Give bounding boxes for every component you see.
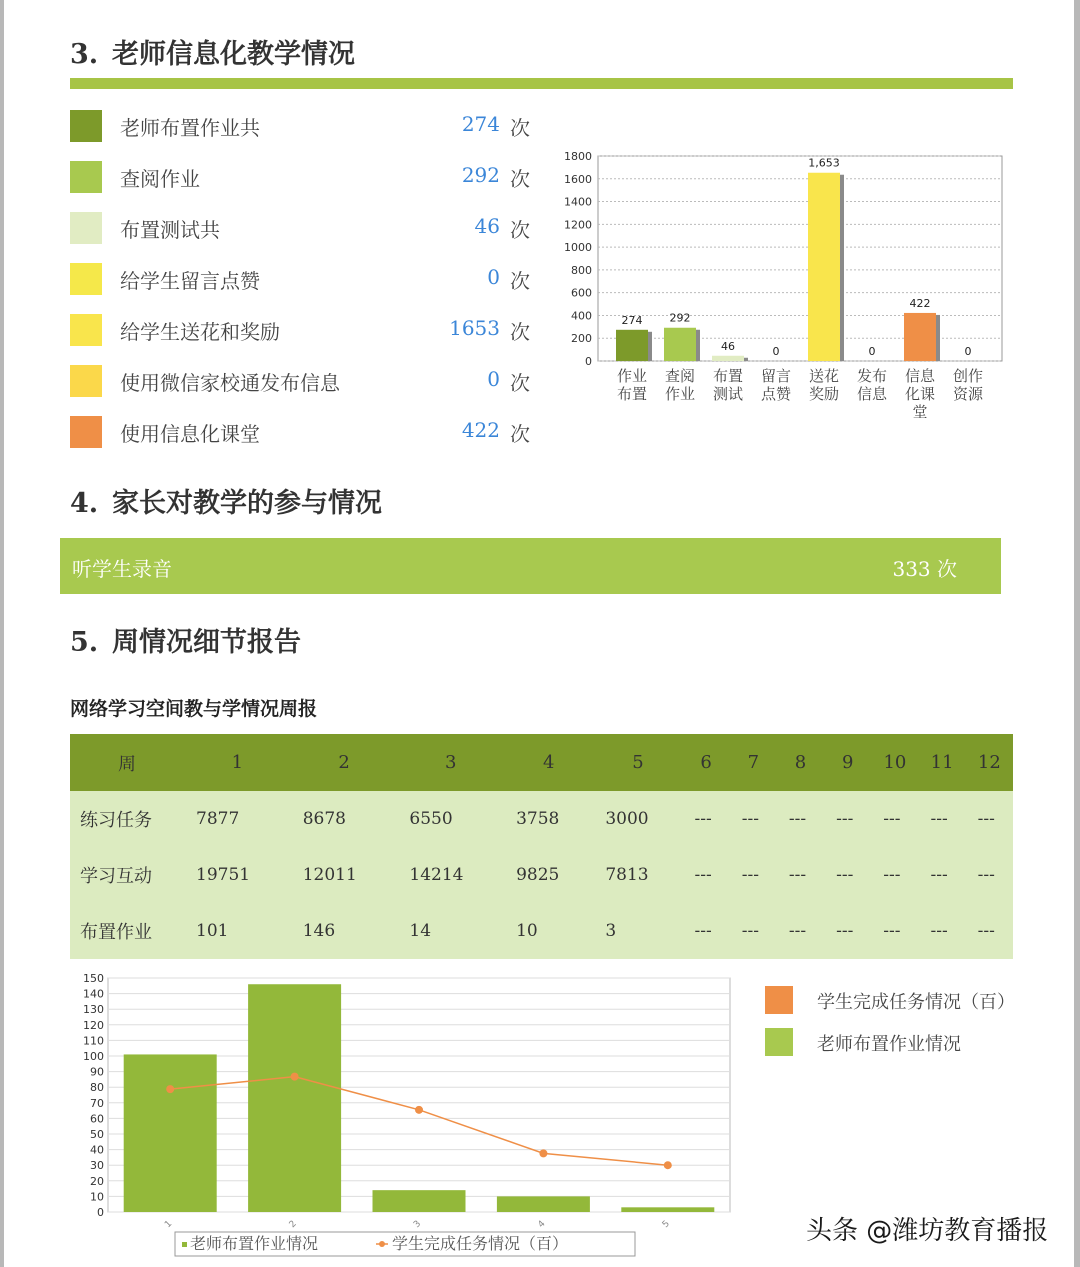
stat-unit: 次: [510, 422, 530, 446]
table-cell: 101: [184, 903, 291, 959]
stat-value: 422: [461, 418, 500, 442]
table-cell: 12011: [291, 847, 398, 903]
chart2-y-tick-label: 0: [97, 1206, 104, 1219]
table-cell: 3758: [504, 791, 593, 847]
chart2-y-tick-label: 80: [90, 1081, 104, 1095]
chart1-y-tick-label: 1600: [564, 172, 592, 186]
weekly-report-table: [70, 734, 1013, 959]
chart2-legend-label-bar: 老师布置作业情况: [190, 1234, 319, 1253]
parent-listen-bar: [60, 538, 1001, 594]
table-row-label: 练习任务: [70, 791, 184, 847]
chart1-data-label: 274: [621, 313, 643, 327]
section5-number: 5.: [70, 627, 99, 658]
chart1-data-label: 46: [721, 339, 735, 353]
stat-value: 274: [461, 112, 500, 136]
table-cell: ---: [777, 847, 824, 903]
table-cell: ---: [824, 791, 871, 847]
table-header-cell: 9: [824, 734, 871, 791]
chart2-bar: [373, 1190, 466, 1212]
stat-label: 使用信息化课堂: [120, 422, 260, 446]
stat-row: [70, 416, 540, 450]
table-cell: ---: [730, 791, 777, 847]
stat-swatch: [70, 110, 102, 142]
stat-unit: 次: [510, 269, 530, 293]
chart1-y-tick-label: 1200: [564, 218, 592, 232]
stat-label: 使用微信家校通发布信息: [120, 371, 340, 395]
table-cell: 9825: [504, 847, 593, 903]
chart2-x-tick-label: 3: [412, 1219, 424, 1231]
stat-row: [70, 263, 540, 297]
chart1-y-tick-label: 800: [571, 263, 592, 277]
chart2-y-tick-label: 150: [83, 972, 104, 985]
table-header-week: 周: [70, 734, 184, 791]
stat-label: 查阅作业: [120, 167, 200, 191]
stat-unit: 次: [510, 116, 530, 140]
table-row-label: 学习互动: [70, 847, 184, 903]
chart2-y-tick-label: 110: [83, 1034, 104, 1048]
stat-label: 老师布置作业共: [120, 116, 260, 140]
table-row: [70, 903, 1013, 959]
chart2-line-point: [166, 1085, 174, 1093]
table-header-cell: 11: [918, 734, 965, 791]
table-header-cell: 8: [777, 734, 824, 791]
table-row: [70, 847, 1013, 903]
table-cell: ---: [683, 903, 730, 959]
chart1-y-tick-label: 200: [571, 332, 592, 346]
chart2-y-tick-label: 70: [90, 1096, 104, 1110]
page-edge-left: [0, 0, 4, 1267]
table-cell: 19751: [184, 847, 291, 903]
chart1-category-label: 信息化课堂: [904, 367, 936, 421]
chart1-category-label: 留言点赞: [760, 367, 792, 403]
section4-heading: 家长对教学的参与情况: [112, 488, 382, 519]
legend-label-student: 学生完成任务情况（百）: [817, 992, 1015, 1013]
chart2-y-tick-label: 50: [90, 1128, 104, 1141]
table-cell: ---: [918, 903, 965, 959]
legend-swatch-student: [765, 986, 793, 1014]
chart1-bar: [664, 328, 696, 361]
page-edge-right: [1074, 0, 1080, 1267]
chart1-data-label: 422: [909, 296, 931, 310]
stat-row: [70, 110, 540, 144]
stat-label: 给学生送花和奖励: [120, 320, 280, 344]
chart2-bar: [124, 1054, 217, 1212]
table-cell: ---: [777, 903, 824, 959]
stat-value: 1653: [449, 316, 500, 340]
chart2-y-tick-label: 130: [83, 1003, 104, 1017]
table-cell: 14: [397, 903, 504, 959]
teacher-activity-bar-chart: [556, 148, 1016, 438]
chart1-y-tick-label: 400: [571, 309, 592, 323]
table-cell: 3: [593, 903, 682, 959]
chart2-y-tick-label: 120: [83, 1018, 104, 1032]
chart1-plot-area: [598, 156, 1002, 361]
chart2-y-tick-label: 40: [90, 1143, 104, 1157]
chart1-data-label: 1,653: [808, 156, 840, 170]
table-cell: ---: [871, 791, 918, 847]
table-cell: ---: [777, 791, 824, 847]
stat-swatch: [70, 161, 102, 193]
table-cell: 10: [504, 903, 593, 959]
table-cell: ---: [966, 791, 1013, 847]
table-cell: ---: [730, 903, 777, 959]
stat-swatch: [70, 365, 102, 397]
chart2-y-tick-label: 10: [90, 1190, 104, 1204]
chart1-data-label: 0: [772, 345, 780, 358]
chart1-y-tick-label: 1400: [564, 195, 592, 209]
chart1-category-label: 作业布置: [616, 367, 648, 403]
stat-unit: 次: [510, 218, 530, 242]
table-cell: ---: [683, 791, 730, 847]
chart2-bar: [248, 984, 341, 1212]
stat-swatch: [70, 314, 102, 346]
legend-label-teacher: 老师布置作业情况: [817, 1034, 961, 1055]
chart1-category-label: 创作资源: [952, 367, 984, 403]
watermark-text: 头条 @潍坊教育播报: [806, 1216, 1049, 1246]
chart2-y-tick-label: 100: [83, 1050, 104, 1063]
section3-divider: [70, 78, 1013, 89]
table-cell: ---: [871, 847, 918, 903]
table-header-cell: 12: [966, 734, 1013, 791]
table-cell: ---: [966, 847, 1013, 903]
table-header-cell: 7: [730, 734, 777, 791]
chart2-y-tick-label: 20: [90, 1174, 104, 1188]
chart2-y-tick-label: 60: [90, 1112, 104, 1126]
table-cell: 146: [291, 903, 398, 959]
chart1-data-label: 0: [868, 345, 876, 358]
stat-swatch: [70, 263, 102, 295]
table-cell: ---: [824, 903, 871, 959]
stat-unit: 次: [510, 167, 530, 191]
section4-number: 4.: [70, 488, 99, 519]
chart2-line-point: [291, 1073, 299, 1081]
table-cell: 7813: [593, 847, 682, 903]
stat-value: 46: [474, 214, 500, 238]
section3-heading: 老师信息化教学情况: [112, 39, 355, 70]
stat-swatch: [70, 212, 102, 244]
stat-unit: 次: [510, 320, 530, 344]
table-row: [70, 791, 1013, 847]
table-header-cell: 6: [683, 734, 730, 791]
chart2-bar: [621, 1207, 714, 1212]
chart2-legend-swatch-bar: [182, 1242, 187, 1247]
section3-number: 3.: [70, 39, 99, 70]
section5-title: [70, 620, 301, 659]
table-cell: 3000: [593, 791, 682, 847]
table-cell: 6550: [397, 791, 504, 847]
chart2-x-tick-label: 2: [287, 1219, 299, 1231]
chart1-data-label: 0: [964, 345, 972, 358]
table-header-cell: 5: [593, 734, 682, 791]
table-header-cell: 3: [397, 734, 504, 791]
stat-value: 0: [487, 367, 500, 391]
table-cell: ---: [824, 847, 871, 903]
weekly-table-title: 网络学习空间教与学情况周报: [70, 698, 318, 720]
parent-listen-label: 听学生录音: [72, 557, 172, 581]
table-cell: ---: [683, 847, 730, 903]
table-cell: 7877: [184, 791, 291, 847]
chart2-x-tick-label: 4: [536, 1219, 548, 1231]
chart2-legend-label-line: 学生完成任务情况（百）: [392, 1234, 569, 1253]
chart1-category-label: 布置测试: [712, 367, 744, 403]
chart1-bar: [904, 313, 936, 361]
table-cell: ---: [730, 847, 777, 903]
chart1-bar: [808, 173, 840, 361]
chart2-y-tick-label: 30: [90, 1159, 104, 1173]
chart2-bar: [497, 1196, 590, 1212]
table-cell: 8678: [291, 791, 398, 847]
chart2-x-tick-label: 5: [660, 1219, 672, 1231]
stat-row: [70, 161, 540, 195]
stat-value: 292: [461, 163, 500, 187]
table-cell: 14214: [397, 847, 504, 903]
chart1-y-tick-label: 1800: [564, 150, 592, 163]
parent-listen-value: 333 次: [892, 557, 957, 581]
chart2-x-tick-label: 1: [163, 1219, 175, 1231]
table-cell: ---: [918, 847, 965, 903]
table-header-cell: 2: [291, 734, 398, 791]
chart1-data-label: 292: [669, 311, 691, 325]
chart2-line-point: [415, 1106, 423, 1114]
chart2-line-point: [539, 1149, 547, 1157]
table-row-label: 布置作业: [70, 903, 184, 959]
stat-value: 0: [487, 265, 500, 289]
chart2-legend-swatch-line: [379, 1241, 385, 1247]
chart2-y-tick-label: 140: [83, 987, 104, 1001]
stat-row: [70, 365, 540, 399]
chart1-category-label: 送花奖励: [808, 367, 840, 403]
stat-swatch: [70, 416, 102, 448]
stat-label: 给学生留言点赞: [120, 269, 260, 293]
section4-title: [70, 481, 382, 520]
weekly-table-header-row: [70, 734, 1013, 791]
chart1-category-label: 查阅作业: [664, 367, 696, 403]
table-header-cell: 1: [184, 734, 291, 791]
stat-unit: 次: [510, 371, 530, 395]
table-header-cell: 4: [504, 734, 593, 791]
section3-title: [70, 32, 355, 71]
chart1-y-tick-label: 600: [571, 286, 592, 300]
chart1-y-tick-label: 0: [585, 355, 592, 368]
section5-heading: 周情况细节报告: [112, 627, 301, 658]
stat-row: [70, 314, 540, 348]
table-cell: ---: [966, 903, 1013, 959]
chart2-line-point: [664, 1161, 672, 1169]
table-cell: ---: [918, 791, 965, 847]
stat-row: [70, 212, 540, 246]
weekly-combo-chart: [70, 968, 740, 1260]
legend-swatch-teacher: [765, 1028, 793, 1056]
table-header-cell: 10: [871, 734, 918, 791]
chart2-y-tick-label: 90: [90, 1065, 104, 1079]
chart1-bar: [616, 330, 648, 361]
table-cell: ---: [871, 903, 918, 959]
chart1-y-tick-label: 1000: [564, 241, 592, 255]
chart1-category-label: 发布信息: [856, 367, 888, 403]
stat-label: 布置测试共: [120, 218, 220, 242]
chart1-bar: [712, 356, 744, 361]
